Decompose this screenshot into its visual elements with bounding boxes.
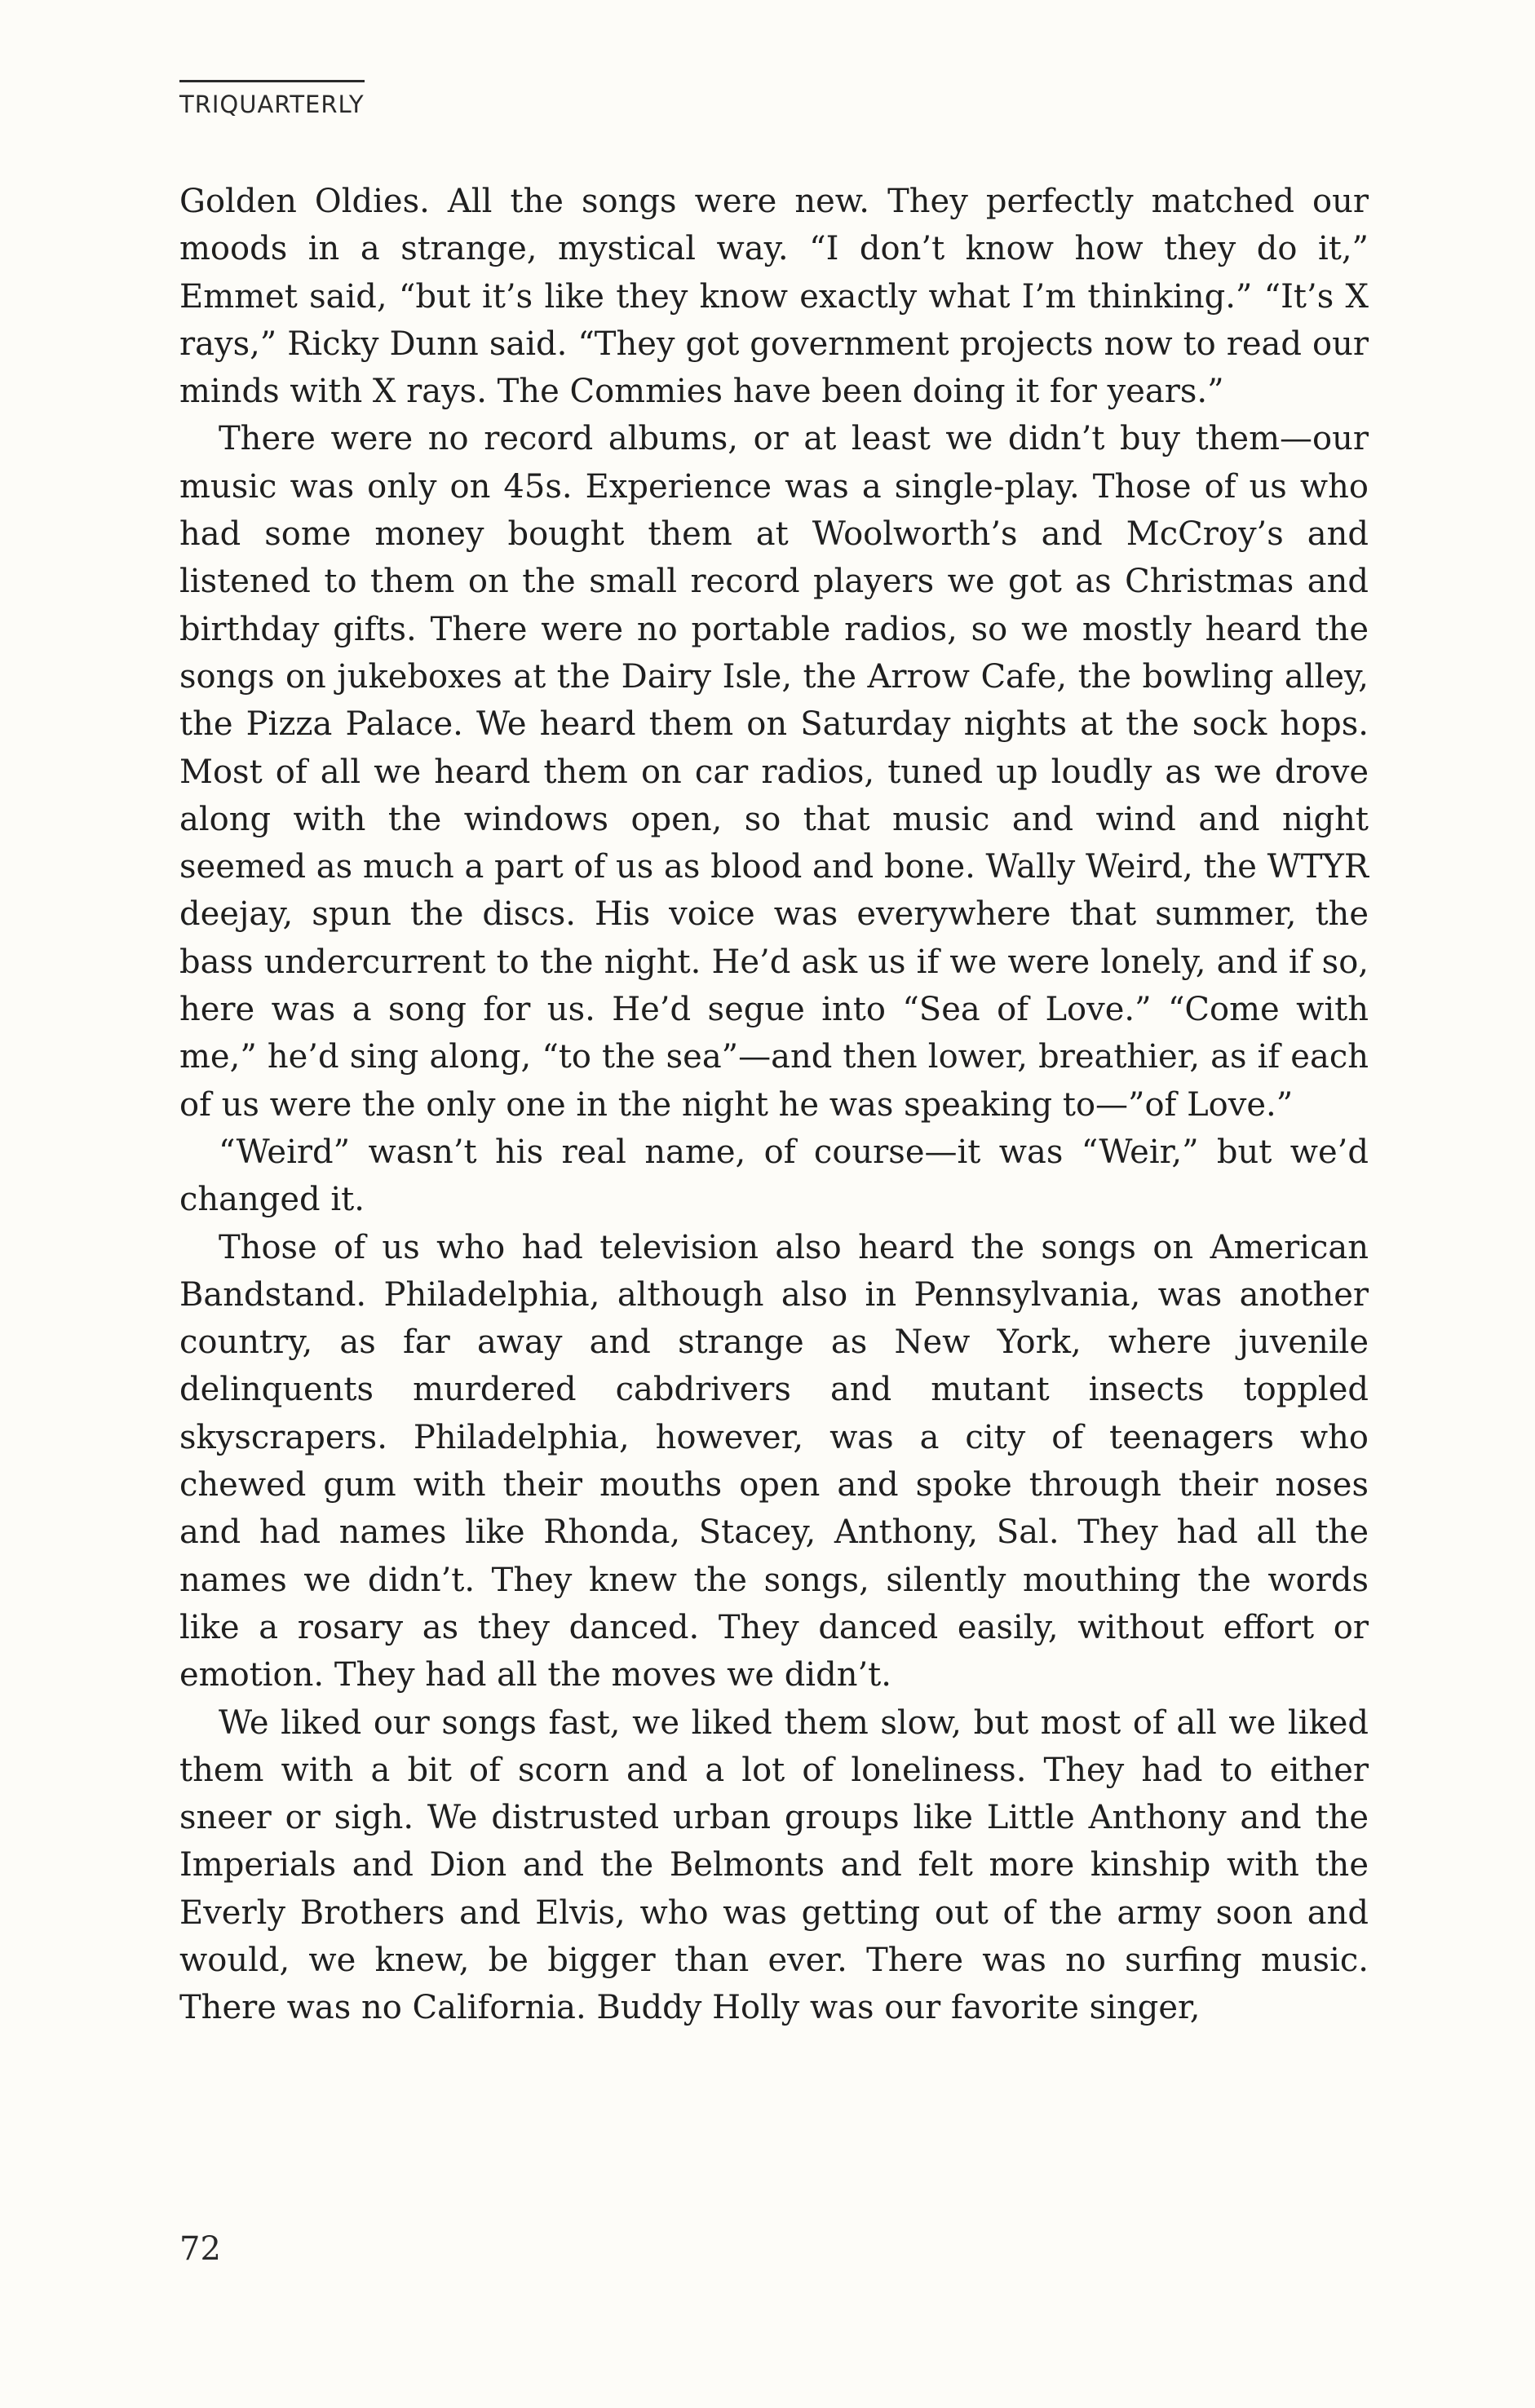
- paragraph-1: Golden Oldies. All the songs were new. They perfectly matched our moods in a strange, mystical way. “I don’t know how they do it,” Emmet said, “but it’s like they know exactly what I’m thinking.” “It’s X rays,” Ricky Dunn said. “They got government projects now to read our minds with X rays. The Commies have been doing it for years.”: [179, 183, 1369, 411]
- paragraph-2: There were no record albums, or at least we didn’t buy them—our music was only on 45s. Experience was a single-play. Those of us who had some money bought them at Woolworth’s and McCroy’s and listened to them on the small record players we got as Christmas and birthday gifts. There were no portable radios, so we mostly heard the songs on jukeboxes at the Dairy Isle, the Arrow Cafe, the bowling alley, the Pizza Palace. We heard them on Saturday nights at the sock hops. Most of all we heard them on car radios, tuned up loudly as we drove along with the windows open, so that music and wind and night seemed as much a part of us as blood and bone. Wally Weird, the WTYR deejay, spun the discs. His voice was everywhere that summer, the bass undercurrent to the night. He’d ask us if we were lonely, and if so, here was a song for us. He’d segue into “Sea of Love.” “Come with me,” he’d sing along, “to the sea”—and then lower, breathier, as if each of us were the only one in the night he was speaking to—”of Love.”: [179, 420, 1369, 1124]
- journal-title: TRIQUARTERLY: [179, 80, 365, 118]
- page-number: 72: [179, 2230, 221, 2268]
- body-text: [179, 178, 1369, 2032]
- paragraph-4: Those of us who had television also heard the songs on American Bandstand. Philadelphia, although also in Pennsylvania, was another country, as far away and strange as New York, where juvenile delinquents murdered cabdrivers and mutant insects toppled skyscrapers. Philadelphia, however, was a city of teenagers who chewed gum with their mouths open and spoke through their noses and had names like Rhonda, Stacey, Anthony, Sal. They had all the names we didn’t. They knew the songs, silently mouthing the words like a rosary as they danced. They danced easily, without effort or emotion. They had all the moves we didn’t.: [179, 1228, 1369, 1694]
- paragraph-3: “Weird” wasn’t his real name, of course—it was “Weir,” but we’d changed it.: [179, 1133, 1369, 1219]
- running-head: [179, 80, 1354, 129]
- paragraph-5: We liked our songs fast, we liked them slow, but most of all we liked them with a bit of scorn and a lot of loneliness. They had to either sneer or sigh. We distrusted urban groups like Little Anthony and the Imperials and Dion and the Belmonts and felt more kinship with the Everly Brothers and Elvis, who was getting out of the army soon and would, we knew, be bigger than ever. There was no surfing music. There was no California. Buddy Holly was our favorite singer,: [179, 1703, 1369, 2027]
